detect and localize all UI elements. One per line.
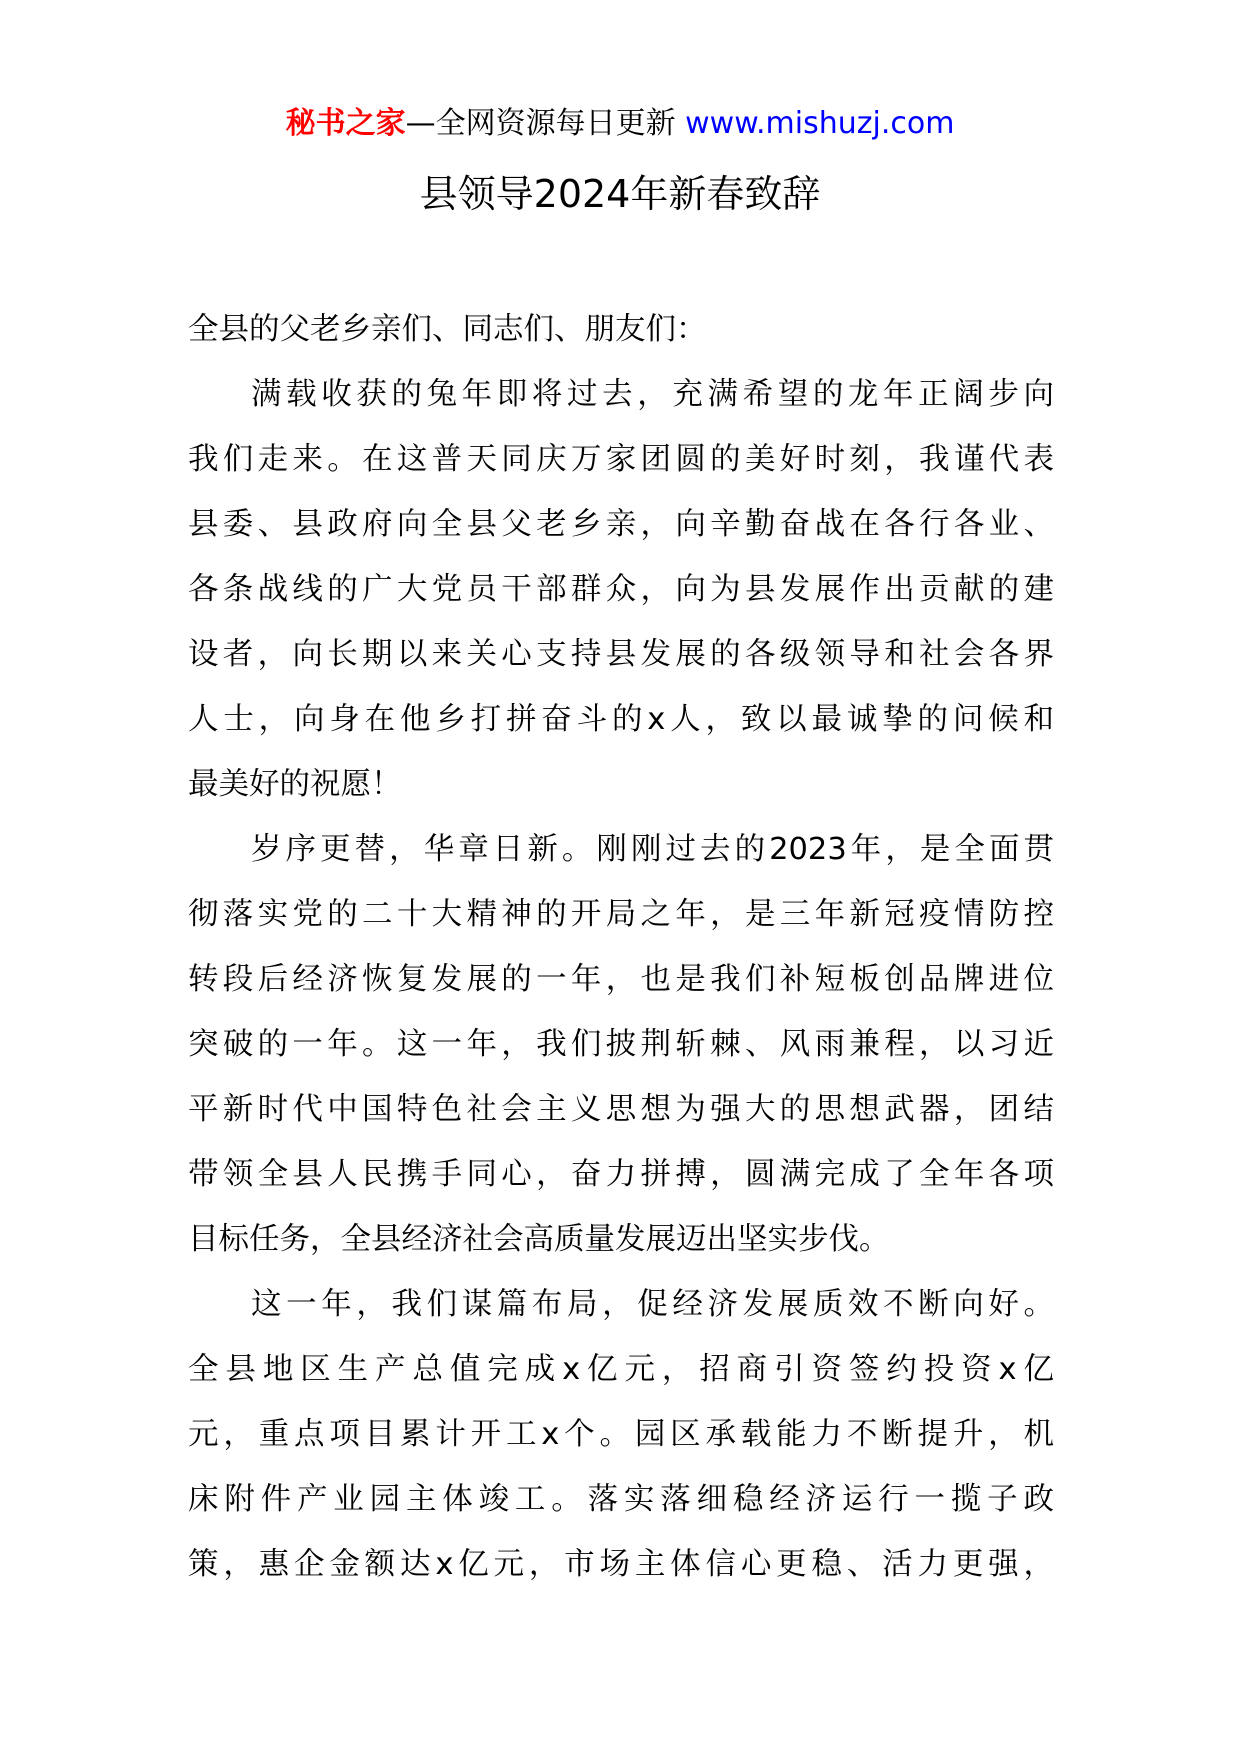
body-line: 最美好的祝愿！ bbox=[188, 767, 402, 802]
body-line: 彻落实党的二十大精神的开局之年，是三年新冠疫情防控 bbox=[188, 897, 1054, 932]
body-line: 县委、县政府向全县父老乡亲，向辛勤奋战在各行各业、 bbox=[188, 507, 1054, 542]
body-line: 元，重点项目累计开工x个。园区承载能力不断提升，机 bbox=[188, 1417, 1054, 1452]
document-title: 县领导2024年新春致辞 bbox=[419, 172, 821, 216]
body-line: 转段后经济恢复发展的一年，也是我们补短板创品牌进位 bbox=[188, 962, 1054, 997]
site-tagline: —全网资源每日更新 bbox=[405, 106, 676, 141]
body-line: 满载收获的兔年即将过去，充满希望的龙年正阔步向 bbox=[251, 377, 1054, 412]
body-line: 策，惠企金额达x亿元，市场主体信心更稳、活力更强， bbox=[188, 1547, 1054, 1582]
body-line: 这一年，我们谋篇布局，促经济发展质效不断向好。 bbox=[251, 1287, 1054, 1322]
body-line: 突破的一年。这一年，我们披荆斩棘、风雨兼程，以习近 bbox=[188, 1027, 1054, 1062]
site-url[interactable]: www.mishuzj.com bbox=[685, 106, 955, 141]
body-line: 各条战线的广大党员干部群众，向为县发展作出贡献的建 bbox=[188, 572, 1054, 607]
greeting-line: 全县的父老乡亲们、同志们、朋友们： bbox=[188, 312, 707, 347]
document-body bbox=[188, 297, 1054, 1597]
body-line: 带领全县人民携手同心，奋力拼搏，圆满完成了全年各项 bbox=[188, 1157, 1054, 1192]
body-line: 全县地区生产总值完成x亿元，招商引资签约投资x亿 bbox=[188, 1352, 1054, 1387]
body-line: 目标任务，全县经济社会高质量发展迈出坚实步伐。 bbox=[188, 1222, 890, 1257]
body-line: 设者，向长期以来关心支持县发展的各级领导和社会各界 bbox=[188, 637, 1054, 672]
body-line: 床附件产业园主体竣工。落实落细稳经济运行一揽子政 bbox=[188, 1482, 1054, 1517]
site-brand: 秘书之家 bbox=[285, 106, 406, 141]
body-line: 平新时代中国特色社会主义思想为强大的思想武器，团结 bbox=[188, 1092, 1054, 1127]
body-line: 人士，向身在他乡打拼奋斗的x人，致以最诚挚的问候和 bbox=[188, 702, 1054, 737]
body-line: 我们走来。在这普天同庆万家团圆的美好时刻，我谨代表 bbox=[188, 442, 1054, 477]
body-line: 岁序更替，华章日新。刚刚过去的2023年，是全面贯 bbox=[251, 832, 1054, 867]
site-header bbox=[0, 104, 1240, 144]
